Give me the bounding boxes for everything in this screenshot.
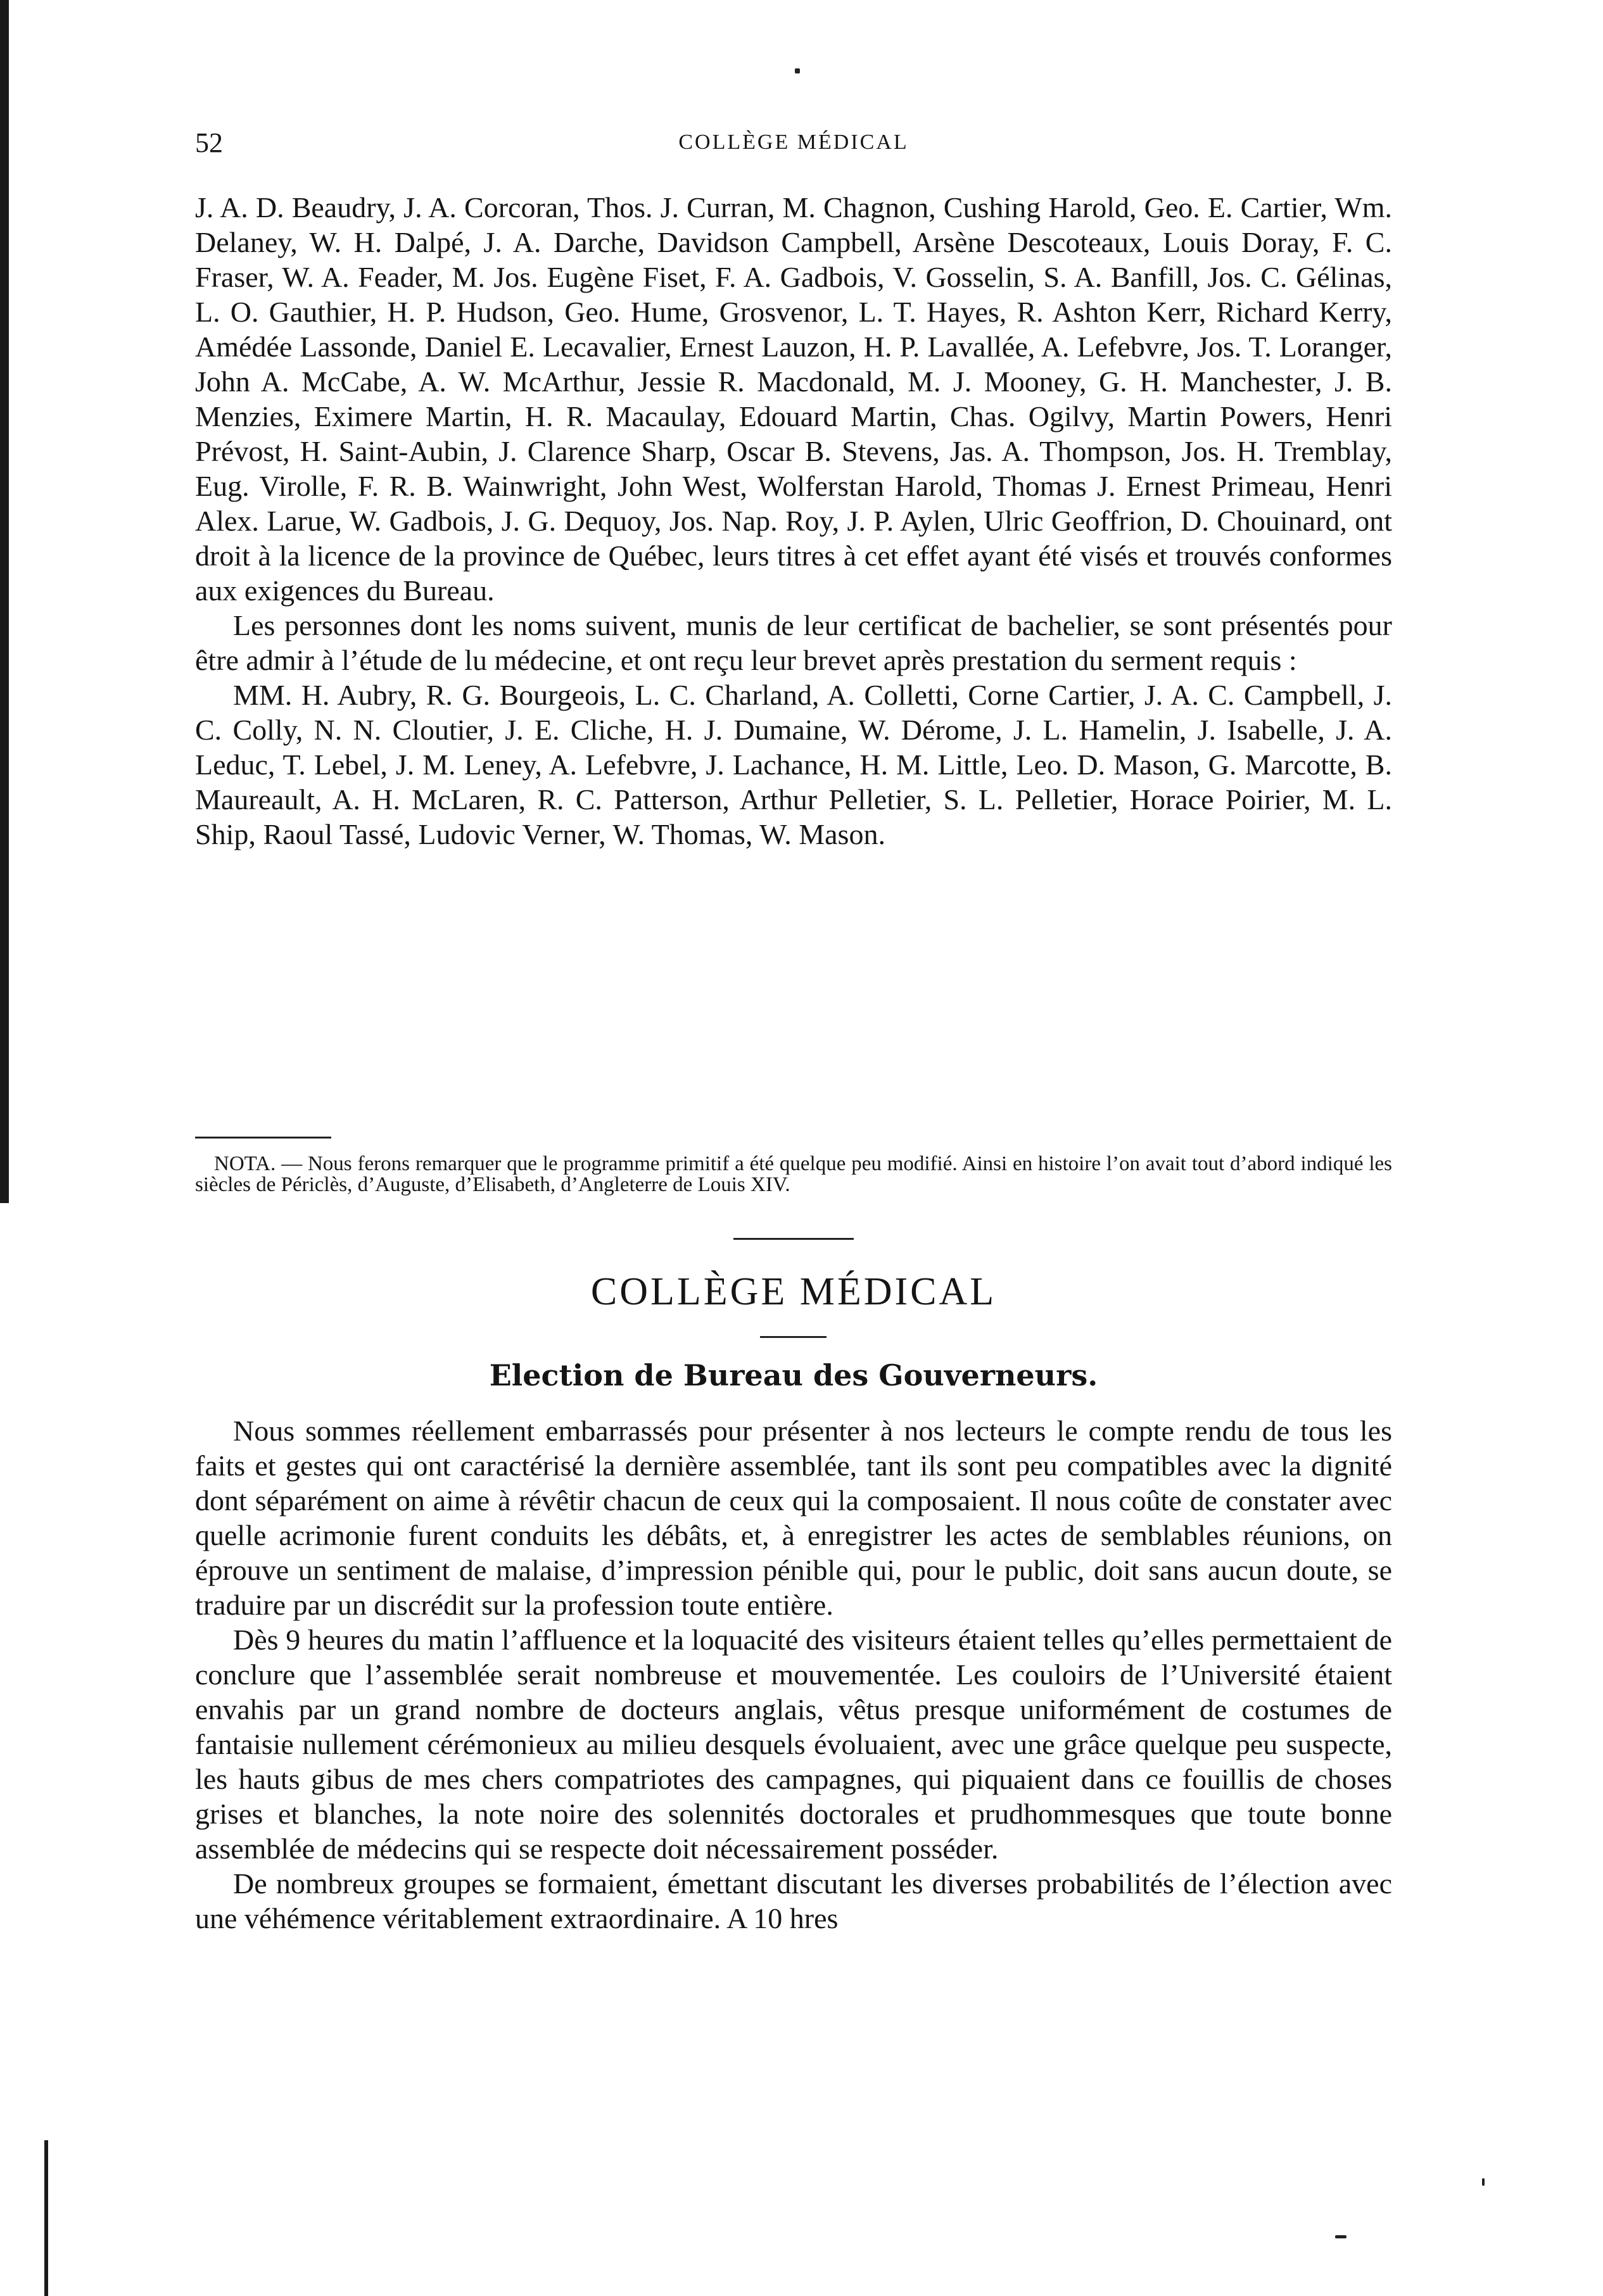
- scan-speck: [1335, 2235, 1346, 2238]
- running-title: COLLÈGE MÉDICAL: [678, 130, 909, 154]
- section-subtitle: Election de Bureau des Gouverneurs.: [489, 1358, 1098, 1392]
- article-paragraph-3: De nombreux groupes se formaient, émettant discutant les diverses probabilités de l’élection avec une véhémence véritablement extraordinaire. A 10 hres: [195, 1867, 1392, 1934]
- section-separator-top: [733, 1238, 854, 1240]
- licence-list-paragraph: J. A. D. Beaudry, J. A. Corcoran, Thos. J. Curran, M. Chagnon, Cushing Harold, Geo. E. Cartier, Wm. Delaney, W. H. Dalpé, J. A. Darche, Davidson Campbell, Arsène Descoteaux, Louis Doray, F. C. Fraser, W. A. Feader, M. Jos. Eugène Fiset, F. A. Gadbois, V. Gosselin, S. A. Banfill, Jos. C. Gélinas, L. O. Gauthier, H. P. Hudson, Geo. Hume, Grosvenor, L. T. Hayes, R. Ashton Kerr, Richard Kerry, Amédée Lassonde, Daniel E. Lecavalier, Ernest Lauzon, H. P. Lavallée, A. Lefebvre, Jos. T. Loranger, John A. McCabe, A. W. McArthur, Jessie R. Macdonald, M. J. Mooney, G. H. Manchester, J. B. Menzies, Eximere Martin, H. R. Macaulay, Edouard Martin, Chas. Ogilvy, Martin Powers, Henri Prévost, H. Saint-Aubin, J. Clarence Sharp, Oscar B. Stevens, Jas. A. Thompson, Jos. H. Tremblay, Eug. Virolle, F. R. B. Wainwright, John West, Wolferstan Harold, Thomas J. Ernest Primeau, Henri Alex. Larue, W. Gadbois, J. G. Dequoy, Jos. Nap. Roy, J. P. Aylen, Ulric Geoffrion, D. Chouinard, ont droit à la licence de la province de Québec, leurs titres à cet effet ayant été visés et trouvés conformes aux exigences du Bureau.: [195, 191, 1392, 607]
- footnote-paragraph: [195, 1154, 1392, 1195]
- section-separator-bottom: [760, 1336, 827, 1338]
- footnote: [195, 1154, 1392, 1195]
- bachelor-intro-paragraph: Les personnes dont les noms suivent, munis de leur certificat de bachelier, se sont présentés pour être admir à l’étude de lu médecine, et ont reçu leur brevet après prestation du serment requis :: [195, 609, 1392, 676]
- footnote-text: — Nous ferons remarquer que le programme primitif a été quelque peu modifié. Ainsi en histoire l’on avait tout d’abord indiqué les siècles de Périclès, d’Auguste, d’Elisabeth, d’Angleterre de Louis XIV.: [195, 1152, 1392, 1196]
- running-head: [195, 127, 1392, 165]
- bachelor-names-paragraph: MM. H. Aubry, R. G. Bourgeois, L. C. Charland, A. Colletti, Corne Cartier, J. A. C. Campbell, J. C. Colly, N. N. Cloutier, J. E. Cliche, H. J. Dumaine, W. Dérome, J. L. Hamelin, J. Isabelle, J. A. Leduc, T. Lebel, J. M. Leney, A. Lefebvre, J. Lachance, H. M. Little, Leo. D. Mason, G. Marcotte, B. Maureault, A. H. McLaren, R. C. Patterson, Arthur Pelletier, S. L. Pelletier, Horace Poirier, M. L. Ship, Raoul Tassé, Ludovic Verner, W. Thomas, W. Mason.: [195, 679, 1392, 850]
- scan-speck: [1482, 2178, 1485, 2186]
- page-number: 52: [195, 127, 223, 158]
- licence-list-block: [195, 190, 1392, 852]
- footnote-label: NOTA.: [214, 1152, 276, 1175]
- scan-speck: [795, 68, 800, 73]
- article-paragraph-2: Dès 9 heures du matin l’affluence et la loquacité des visiteurs étaient telles qu’elles permettaient de conclure que l’assemblée serait nombreuse et mouvementée. Les couloirs de l’Université étaient envahis par un grand nombre de docteurs anglais, vêtus presque uniformément de costumes de fantaisie nullement cérémonieux au milieu desquels évoluaient, avec une grâce quelque peu suspecte, les hauts gibus de mes chers compatriotes des campagnes, qui piquaient dans ce fouillis de choses grises et blanches, la note noire des solennités doctorales et prudhommesques que toute bonne assemblée de médecins qui se respecte doit nécessairement posséder.: [195, 1624, 1392, 1865]
- article-paragraph-1: Nous sommes réellement embarrassés pour présenter à nos lecteurs le compte rendu de tous les faits et gestes qui ont caractérisé la dernière assemblée, tant ils sont peu compatibles avec la dignité dont séparément on aime à révêtir chacun de ceux qui la composaient. Il nous coûte de constater avec quelle acrimonie furent conduits les débâts, et, à enregistrer les actes de semblables réunions, on éprouve un sentiment de malaise, d’impression pénible qui, pour le public, doit sans aucun doute, se traduire par un discrédit sur la profession toute entière.: [195, 1415, 1392, 1621]
- footnote-separator: [195, 1137, 331, 1139]
- article-body: [195, 1413, 1392, 1936]
- scan-edge-top: [0, 0, 9, 1203]
- section-title: COLLÈGE MÉDICAL: [590, 1270, 997, 1313]
- scan-edge-bottom: [44, 2140, 48, 2296]
